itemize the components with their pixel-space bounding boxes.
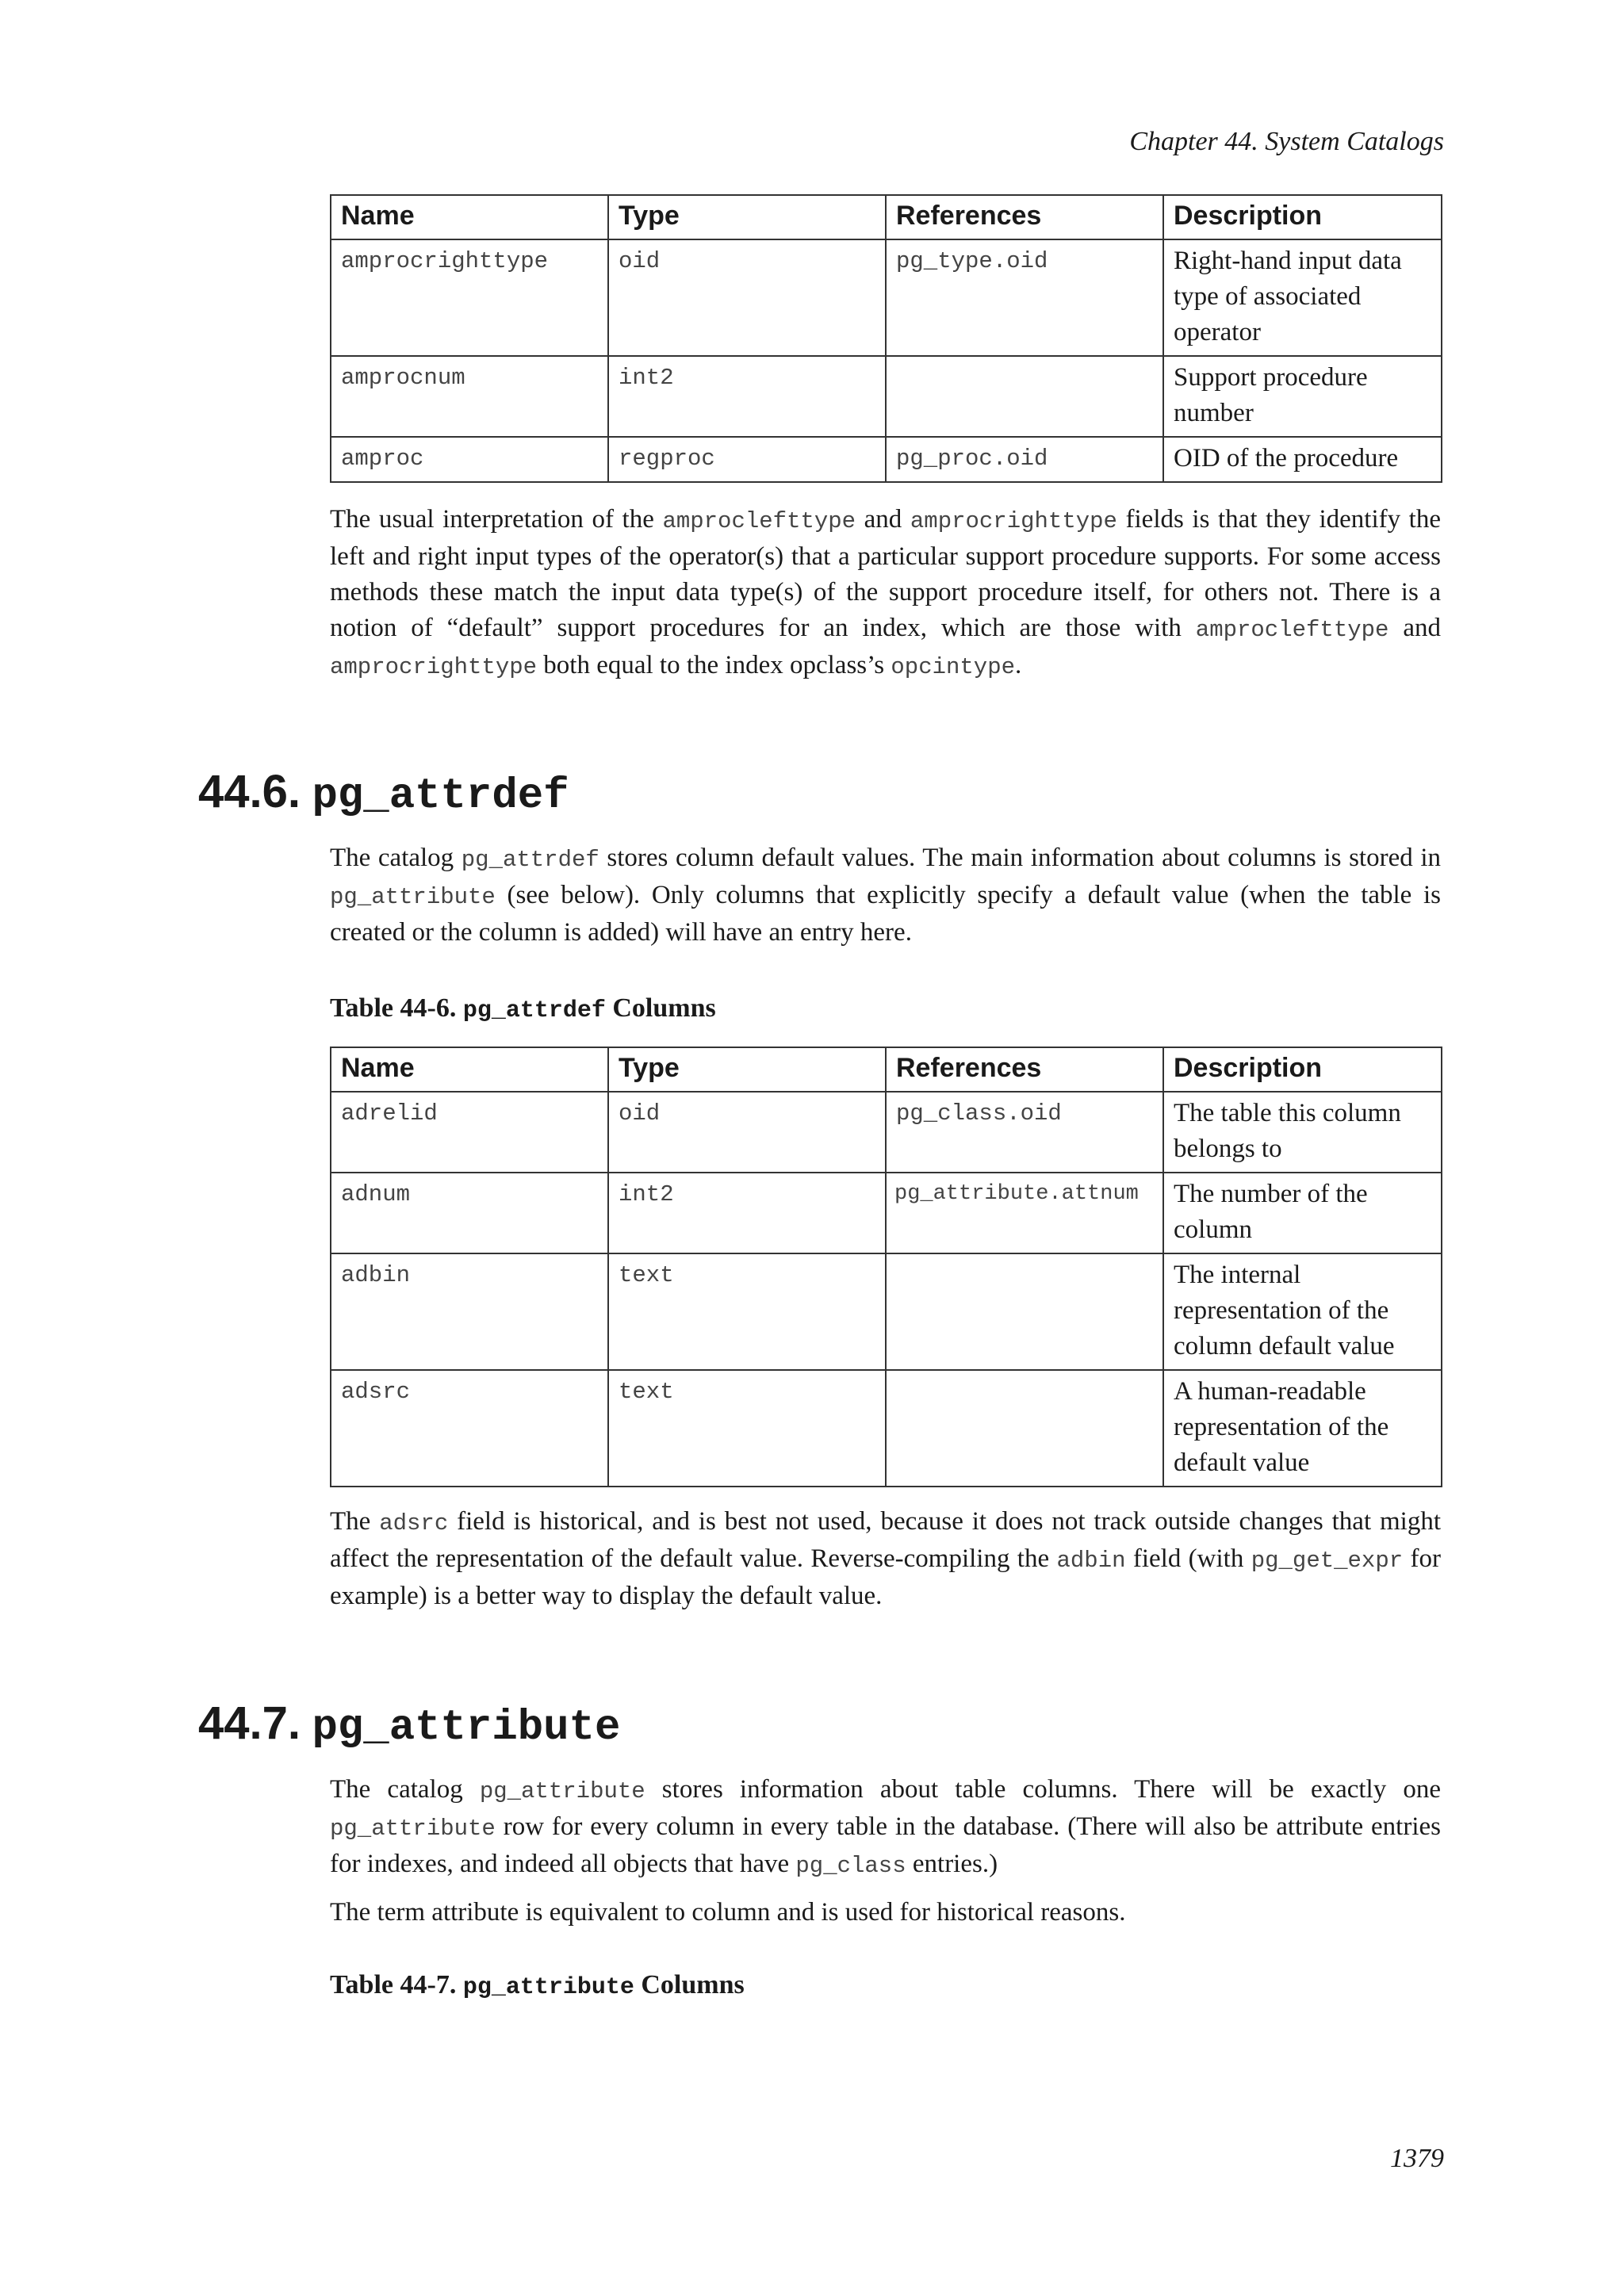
amproc-columns-table-continued	[330, 194, 1442, 483]
table-row	[331, 1092, 1442, 1173]
cell-references	[886, 1253, 1163, 1370]
caption-suffix: Columns	[605, 993, 716, 1023]
inline-code: pg_attrdef	[461, 847, 599, 873]
section-number: 44.7.	[198, 1697, 301, 1749]
cell-name: adsrc	[331, 1370, 608, 1487]
inline-code: pg_attribute	[479, 1778, 645, 1804]
section-name: pg_attribute	[312, 1704, 621, 1752]
column-header-description: Description	[1163, 195, 1442, 239]
cell-references: pg_proc.oid	[886, 437, 1163, 482]
text-run: stores column default values. The main information about columns is stored in	[599, 844, 1441, 872]
section-name: pg_attrdef	[312, 772, 569, 821]
section-number: 44.6.	[198, 766, 301, 817]
inline-code: pg_attribute	[330, 884, 496, 910]
cell-references: pg_class.oid	[886, 1092, 1163, 1173]
text-run: .	[1015, 651, 1022, 679]
cell-description: Right-hand input data type of associated operator	[1163, 239, 1442, 356]
cell-name: adnum	[331, 1173, 608, 1253]
table-header-row	[331, 1047, 1442, 1092]
table-row	[331, 1173, 1442, 1253]
cell-type: regproc	[608, 437, 886, 482]
inline-code: amproclefttype	[662, 508, 856, 534]
text-run: fields is that they identify the left and right input types of the operator(s) that a particular support procedure supports. For some access methods these match the input data type(s) of the support procedure itself, for others not. There is a notion of “default” support procedures for an index, which are those with	[330, 505, 1441, 642]
inline-code: amproclefttype	[1195, 617, 1389, 643]
attribute-term-paragraph: The term attribute is equivalent to column and is used for historical reasons.	[330, 1898, 1126, 1927]
text-run: The catalog	[330, 844, 462, 872]
table-row	[331, 356, 1442, 437]
page-number: 1379	[1390, 2144, 1444, 2173]
column-header-references: References	[886, 195, 1163, 239]
cell-name: amprocnum	[331, 356, 608, 437]
cell-references: pg_attribute.attnum	[886, 1173, 1163, 1253]
text-run: field (with	[1125, 1544, 1251, 1573]
cell-description: The number of the column	[1163, 1173, 1442, 1253]
table-row	[331, 1370, 1442, 1487]
cell-type: oid	[608, 239, 886, 356]
text-run: stores information about table columns. There will be exactly one	[645, 1775, 1441, 1804]
caption-prefix: Table 44-7.	[330, 1970, 463, 1999]
cell-description: OID of the procedure	[1163, 437, 1442, 482]
inline-code: pg_get_expr	[1251, 1548, 1404, 1574]
caption-prefix: Table 44-6.	[330, 993, 463, 1023]
caption-code: pg_attrdef	[462, 997, 606, 1024]
table-caption-44-6	[330, 993, 716, 1024]
column-header-type: Type	[608, 1047, 886, 1092]
table-row	[331, 239, 1442, 356]
pg-attrdef-intro-paragraph	[330, 840, 1441, 951]
text-run: field is historical, and is best not used, because it does not track outside changes that might affect the representation of the default value. Reverse-compiling the	[330, 1507, 1442, 1573]
text-run: The	[330, 1507, 380, 1536]
inline-code: pg_class	[795, 1853, 906, 1879]
column-header-references: References	[886, 1047, 1163, 1092]
table-header-row	[331, 195, 1442, 239]
cell-references	[886, 356, 1163, 437]
inline-code: pg_attribute	[330, 1816, 496, 1842]
table-row	[331, 437, 1442, 482]
column-header-name: Name	[331, 195, 608, 239]
text-run: The catalog	[330, 1775, 480, 1804]
column-header-description: Description	[1163, 1047, 1442, 1092]
pg-attribute-intro-paragraph	[330, 1772, 1441, 1884]
cell-type: int2	[608, 356, 886, 437]
table-row	[331, 1253, 1442, 1370]
cell-description: A human-readable representation of the default value	[1163, 1370, 1442, 1487]
cell-type: oid	[608, 1092, 886, 1173]
amproc-interpretation-paragraph	[330, 502, 1441, 685]
inline-code: adsrc	[379, 1510, 449, 1536]
column-header-name: Name	[331, 1047, 608, 1092]
adsrc-note-paragraph	[330, 1504, 1441, 1614]
table-caption-44-7	[330, 1970, 745, 2001]
cell-description: The internal representation of the column default value	[1163, 1253, 1442, 1370]
cell-type: text	[608, 1253, 886, 1370]
text-run: row for every column in every table in the database. (There will also be attribute entries for indexes, and indeed all objects that have	[330, 1812, 1441, 1878]
inline-code: adbin	[1056, 1548, 1126, 1574]
running-header: Chapter 44. System Catalogs	[1129, 127, 1444, 156]
column-header-type: Type	[608, 195, 886, 239]
cell-description: The table this column belongs to	[1163, 1092, 1442, 1173]
cell-name: adbin	[331, 1253, 608, 1370]
cell-references	[886, 1370, 1163, 1487]
cell-name: amproc	[331, 437, 608, 482]
text-run: for example) is a better way to display the default value.	[330, 1544, 1441, 1610]
cell-name: adrelid	[331, 1092, 608, 1173]
inline-code: amprocrighttype	[330, 654, 538, 680]
cell-name: amprocrighttype	[331, 239, 608, 356]
pg-attrdef-columns-table	[330, 1047, 1442, 1487]
caption-suffix: Columns	[634, 1970, 745, 1999]
cell-type: text	[608, 1370, 886, 1487]
text-run: (see below). Only columns that explicitly specify a default value (when the table is created or the column is added) will have an entry here.	[330, 881, 1441, 947]
text-run: and	[1388, 614, 1441, 642]
cell-references: pg_type.oid	[886, 239, 1163, 356]
text-run: The usual interpretation of the	[330, 505, 663, 534]
inline-code: opcintype	[891, 654, 1016, 680]
caption-code: pg_attribute	[462, 1974, 634, 2001]
inline-code: amprocrighttype	[910, 508, 1117, 534]
section-heading-pg-attrdef	[198, 765, 569, 821]
cell-description: Support procedure number	[1163, 356, 1442, 437]
text-run: entries.)	[906, 1850, 998, 1878]
section-heading-pg-attribute	[198, 1697, 620, 1752]
text-run: and	[856, 505, 910, 534]
cell-type: int2	[608, 1173, 886, 1253]
text-run: both equal to the index opclass’s	[537, 651, 891, 679]
